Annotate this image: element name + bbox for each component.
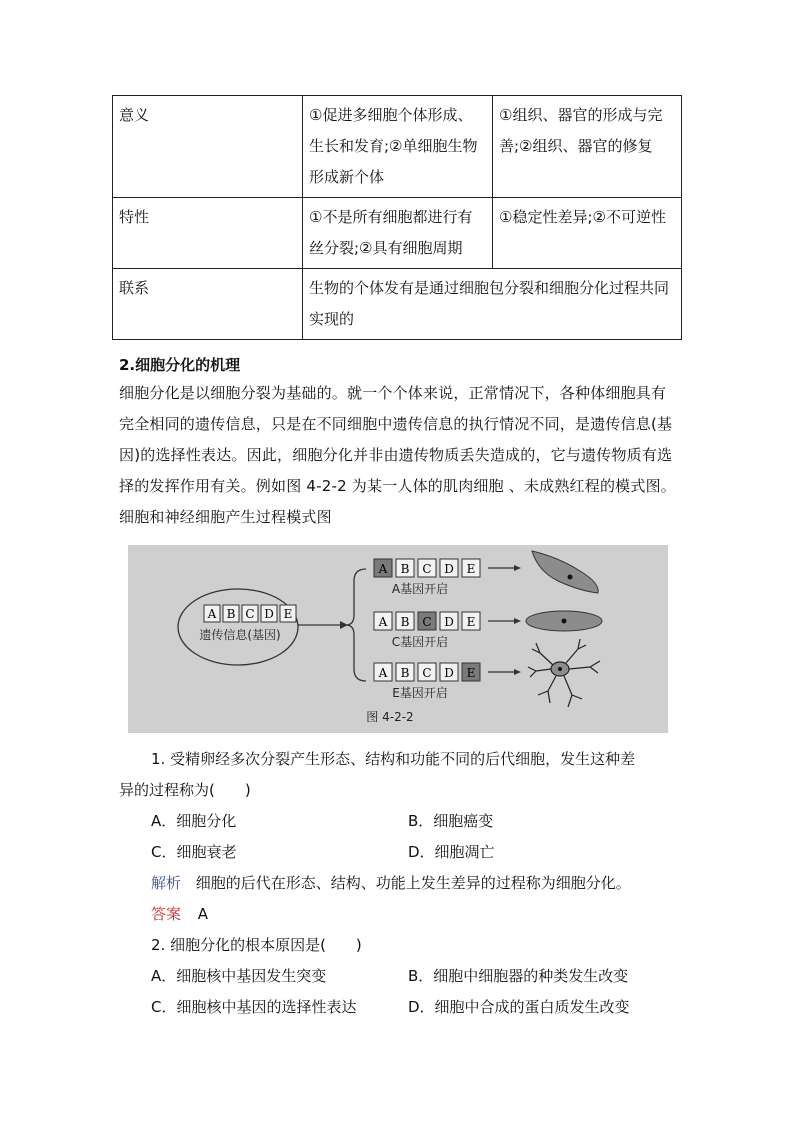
table-cell: ①促进多细胞个体形成、生长和发育;②单细胞生物形成新个体 (303, 96, 493, 198)
row-caption: A基因开启 (391, 582, 449, 596)
section-title: 2.细胞分化的机理 (119, 356, 241, 374)
analysis-label: 解析 (151, 874, 182, 892)
row-label: 特性 (113, 198, 303, 269)
row-caption: E基因开启 (392, 686, 448, 700)
q1-option-b[interactable]: B．细胞癌变 (408, 812, 494, 830)
gene-letter: B (400, 666, 410, 680)
q2-option-a[interactable]: A．细胞核中基因发生突变 (151, 967, 327, 985)
gene-letter: B (400, 562, 410, 576)
table-cell: ①稳定性差异;②不可逆性 (493, 198, 682, 269)
q1-option-a[interactable]: A．细胞分化 (151, 812, 237, 830)
gene-letter: D (444, 562, 454, 576)
table-cell: ①不是所有细胞都进行有丝分裂;②具有细胞周期 (303, 198, 493, 269)
q1-stem-line1: 1. 受精卵经多次分裂产生形态、结构和功能不同的后代细胞，发生这种差 (151, 750, 636, 768)
gene-letter: D (444, 666, 454, 680)
q1-option-d[interactable]: D．细胞凋亡 (408, 843, 495, 861)
arrow-icon (514, 618, 521, 624)
comparison-table (112, 95, 682, 340)
gene-letter: A (207, 607, 217, 621)
gene-letter: B (226, 607, 236, 621)
q2-stem: 2. 细胞分化的根本原因是( ) (151, 936, 362, 954)
table-row (113, 198, 682, 269)
section-paragraph: 细胞分化是以细胞分裂为基础的。就一个个体来说，正常情况下，各种体细胞具有完全相同的遗传信息，只是在不同细胞中遗传信息的执行情况不同，是遗传信息(基因)的选择性表达。因此，细胞分化并非由遗传物质丢失造成的，它与遗传物质有选择的发挥作用有关。例如图 4-2-2 为某一人体的肌肉细胞 、未成熟红程的模式图。细胞和神经细胞产生过程模式图 (119, 384, 676, 526)
table-row (113, 269, 682, 340)
arrow-icon (514, 669, 521, 675)
gene-letter: A (378, 562, 388, 576)
row-a (374, 551, 598, 596)
answer-label: 答案 (151, 905, 182, 923)
row-caption: C基因开启 (391, 635, 449, 649)
left-caption: 遗传信息(基因) (199, 628, 281, 642)
row-c (374, 611, 602, 649)
q2-option-c[interactable]: C．细胞核中基因的选择性表达 (151, 998, 357, 1016)
gene-letter: C (245, 607, 255, 621)
q2-option-b[interactable]: B．细胞中细胞器的种类发生改变 (408, 967, 629, 985)
arrow-icon (514, 565, 521, 571)
q2-option-d[interactable]: D．细胞中合成的蛋白质发生改变 (408, 998, 630, 1016)
gene-letter: D (264, 607, 274, 621)
table-cell: ①组织、器官的形成与完善;②组织、器官的修复 (493, 96, 682, 198)
muscle-cell-icon (532, 551, 598, 593)
table-row (113, 96, 682, 198)
gene-letter: C (422, 666, 432, 680)
gene-letter: B (400, 615, 410, 629)
figure-label: 图 4-2-2 (366, 710, 414, 724)
q1-analysis (151, 868, 631, 899)
neuron-icon (528, 639, 600, 707)
gene-letter: C (422, 615, 432, 629)
gene-letter: E (466, 562, 476, 576)
q1-answer (151, 899, 208, 930)
q1-stem-line2: 异的过程称为( ) (119, 781, 251, 799)
figure-4-2-2 (128, 545, 668, 733)
table-cell-merged: 生物的个体发有是通过细胞包分裂和细胞分化过程共同实现的 (303, 269, 682, 340)
gene-letter: C (422, 562, 432, 576)
row-label: 意义 (113, 96, 303, 198)
analysis-text: 细胞的后代在形态、结构、功能上发生差异的过程称为细胞分化。 (195, 874, 631, 892)
left-gene-boxes (204, 605, 296, 622)
genome-ellipse (178, 589, 298, 665)
brace (346, 569, 366, 681)
gene-letter: A (378, 666, 388, 680)
figure-svg (128, 545, 668, 733)
q1-option-c[interactable]: C．细胞衰老 (151, 843, 237, 861)
gene-letter: E (466, 666, 476, 680)
answer-value: A (197, 905, 209, 923)
gene-letter: E (466, 615, 476, 629)
gene-letter: E (283, 607, 293, 621)
gene-letter: A (378, 615, 388, 629)
gene-letter: D (444, 615, 454, 629)
row-e (374, 639, 600, 707)
row-label: 联系 (113, 269, 303, 340)
